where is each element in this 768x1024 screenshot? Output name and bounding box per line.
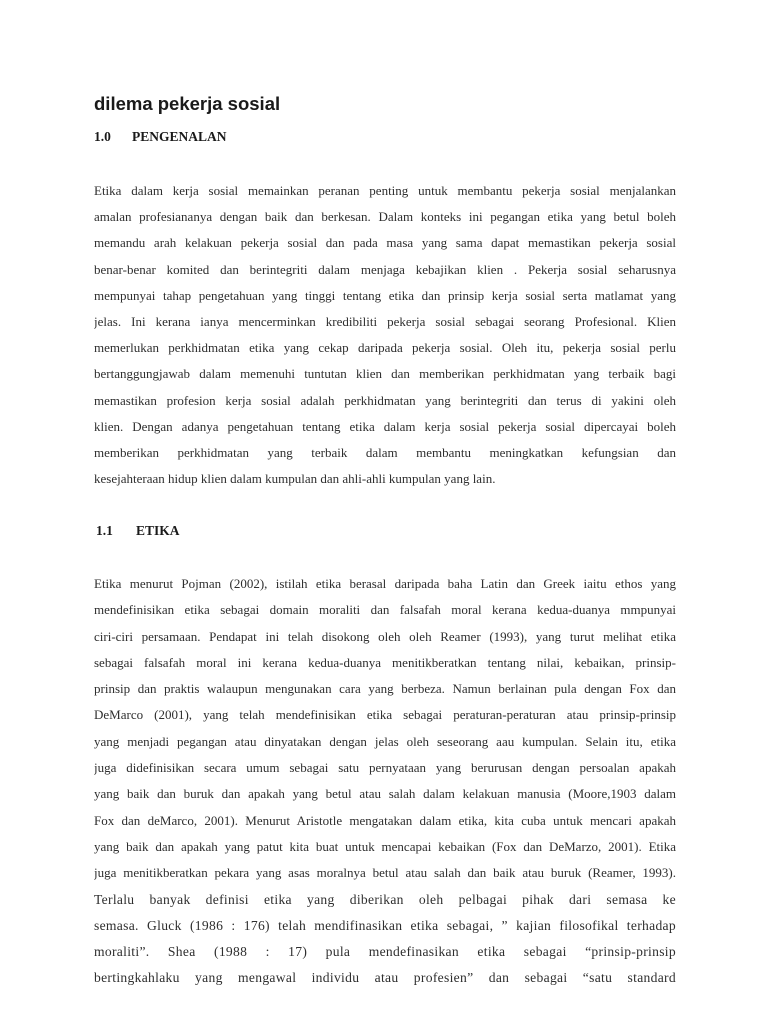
section-title: PENGENALAN <box>132 129 227 144</box>
text-line: memerlukan perkhidmatan etika yang cekap daripada pekerja sosial. Oleh itu, pekerja sosial perlu <box>94 340 676 356</box>
section-number: 1.1 <box>96 523 113 538</box>
text-line: yang baik dan apakah yang patut kita buat untuk mencapai kebaikan (Fox dan DeMarzo, 2001). Etika <box>94 838 676 854</box>
text-line: jelas. Ini kerana ianya mencerminkan kredibiliti pekerja sosial sebagai seorang Profesional. Klien <box>94 313 676 329</box>
text-line: amalan profesiananya dengan baik dan berkesan. Dalam konteks ini pegangan etika yang betul boleh <box>94 209 676 225</box>
text-line: Etika dalam kerja sosial memainkan peranan penting untuk membantu pekerja sosial menjalankan <box>94 183 676 198</box>
text-line: moraliti”. Shea (1988 : 17) pula mendefinasikan etika sebagai “prinsip-prinsip <box>94 944 676 960</box>
paragraph-pengenalan <box>94 178 676 492</box>
text-line: benar-benar komited dan berintegriti dalam menjaga kebajikan klien . Pekerja sosial seharusnya <box>94 261 676 277</box>
text-line: mempunyai tahap pengetahuan yang tinggi tentang etika dan prinsip kerja sosial serta matlamat yang <box>94 287 676 303</box>
text-line: Terlalu banyak definisi etika yang diberikan oleh pelbagai pihak dari semasa ke <box>94 891 676 907</box>
text-line: bertanggungjawab dalam memenuhi tuntutan klien dan memberikan perkhidmatan yang terbaik bagi <box>94 366 676 382</box>
text-line: juga didefinisikan secara umum sebagai satu pernyataan yang berurusan dengan persoalan apakah <box>94 760 676 776</box>
text-line: mendefinisikan etika sebagai domain moraliti dan falsafah moral kerana kedua-duanya mmpunyai <box>94 602 676 618</box>
text-line: yang baik dan buruk dan apakah yang betul atau salah dalam kelakuan manusia (Moore,1903 dalam <box>94 786 676 802</box>
paragraph-etika <box>94 571 676 992</box>
text-line: Etika menurut Pojman (2002), istilah etika berasal daripada baha Latin dan Greek iaitu ethos yang <box>94 576 676 591</box>
document-title: dilema pekerja sosial <box>94 93 281 114</box>
text-line: bertingkahlaku yang mengawal individu atau profesien” dan sebagai “satu standard <box>94 970 676 986</box>
text-line: memastikan profesion kerja sosial adalah perkhidmatan yang berintegriti dan terus di yakini oleh <box>94 392 676 408</box>
section-heading-etika <box>96 523 180 539</box>
section-number: 1.0 <box>94 129 111 144</box>
text-line: memberikan perkhidmatan yang terbaik dalam membantu meningkatkan kefungsian dan <box>94 444 676 460</box>
text-line: semasa. Gluck (1986 : 176) telah mendifinasikan etika sebagai, ” kajian filosofikal terhadap <box>94 917 676 933</box>
text-line: memandu arah kelakuan pekerja sosial dan pada masa yang sama dapat memastikan pekerja sosial <box>94 235 676 251</box>
text-line: Fox dan deMarco, 2001). Menurut Aristotle mengatakan dalam etika, kita cuba untuk mencari apakah <box>94 812 676 828</box>
text-line: ciri-ciri persamaan. Pendapat ini telah disokong oleh oleh Reamer (1993), yang turut melihat etika <box>94 628 676 644</box>
section-heading-pengenalan <box>94 129 227 145</box>
text-line: juga menitikberatkan pekara yang asas moralnya betul atau salah dan baik atau buruk (Reamer, 1993). <box>94 865 676 881</box>
text-line: sebagai falsafah moral ini kerana kedua-duanya menitikberatkan tentang nilai, kebaikan, prinsip- <box>94 654 676 670</box>
text-line: klien. Dengan adanya pengetahuan tentang etika dalam kerja sosial pekerja sosial dipercayai boleh <box>94 418 676 434</box>
text-line: prinsip dan praktis walaupun mengunakan cara yang berbeza. Namun berlainan pula dengan Fox dan <box>94 681 676 697</box>
text-line: DeMarco (2001), yang telah mendefinisikan etika sebagai peraturan-peraturan atau prinsip-prinsip <box>94 707 676 723</box>
text-line: kesejahteraan hidup klien dalam kumpulan dan ahli-ahli kumpulan yang lain. <box>94 471 496 487</box>
section-title: ETIKA <box>136 523 180 538</box>
text-line: yang menjadi pegangan atau dinyatakan dengan jelas oleh seseorang aau kumpulan. Selain itu, etika <box>94 733 676 749</box>
